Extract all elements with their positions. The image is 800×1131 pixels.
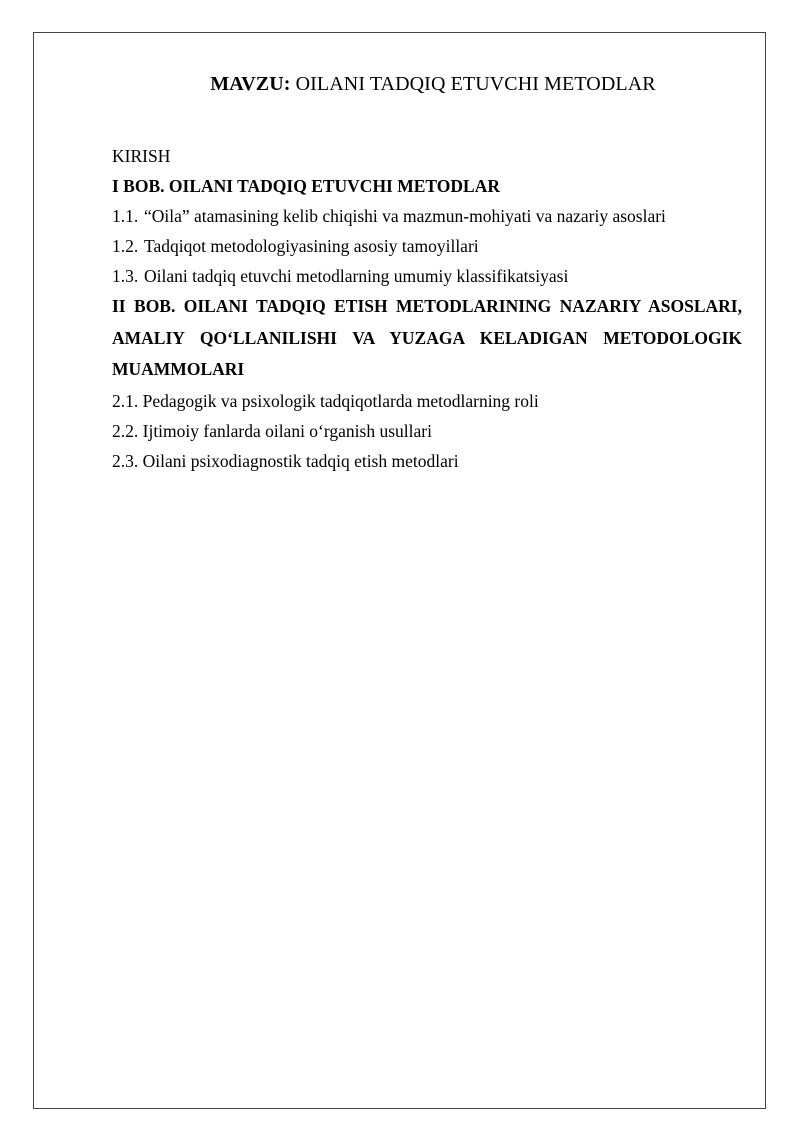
toc-section-number: 1.1. xyxy=(112,206,139,226)
toc-section-2-2: 2.2. Ijtimoiy fanlarda oilani o‘rganish usullari xyxy=(112,420,432,441)
toc-chapter-2-heading: II BOB. OILANI TADQIQ ETISH METODLARINING NAZARIY ASOSLARI, AMALIY QO‘LLANILISHI VA YUZAGA KELADIGAN METODOLOGIK MUAMMOLARI xyxy=(112,296,742,379)
toc-section-title: Oilani tadqiq etuvchi metodlarning umumiy klassifikatsiyasi xyxy=(144,266,569,286)
title-lead: MAVZU: xyxy=(210,73,291,95)
table-of-contents xyxy=(112,141,742,476)
toc-intro: KIRISH xyxy=(112,146,171,166)
toc-section-title: Tadqiqot metodologiyasining asosiy tamoyillari xyxy=(144,236,479,256)
toc-section-1-3 xyxy=(112,261,742,291)
toc-section-number: 1.3. xyxy=(112,266,139,286)
toc-section-2-3: 2.3. Oilani psixodiagnostik tadqiq etish metodlari xyxy=(112,450,459,471)
toc-section-1-1 xyxy=(112,201,742,231)
toc-section-title: “Oila” atamasining kelib chiqishi va mazmun-mohiyati va nazariy asoslari xyxy=(144,206,666,226)
document-title xyxy=(0,73,800,96)
toc-section-1-2 xyxy=(112,231,742,261)
toc-section-number: 1.2. xyxy=(112,236,139,256)
title-text: OILANI TADQIQ ETUVCHI METODLAR xyxy=(290,73,656,95)
toc-section-2-1: 2.1. Pedagogik va psixologik tadqiqotlarda metodlarning roli xyxy=(112,390,539,411)
toc-chapter-1-heading: I BOB. OILANI TADQIQ ETUVCHI METODLAR xyxy=(112,176,500,196)
